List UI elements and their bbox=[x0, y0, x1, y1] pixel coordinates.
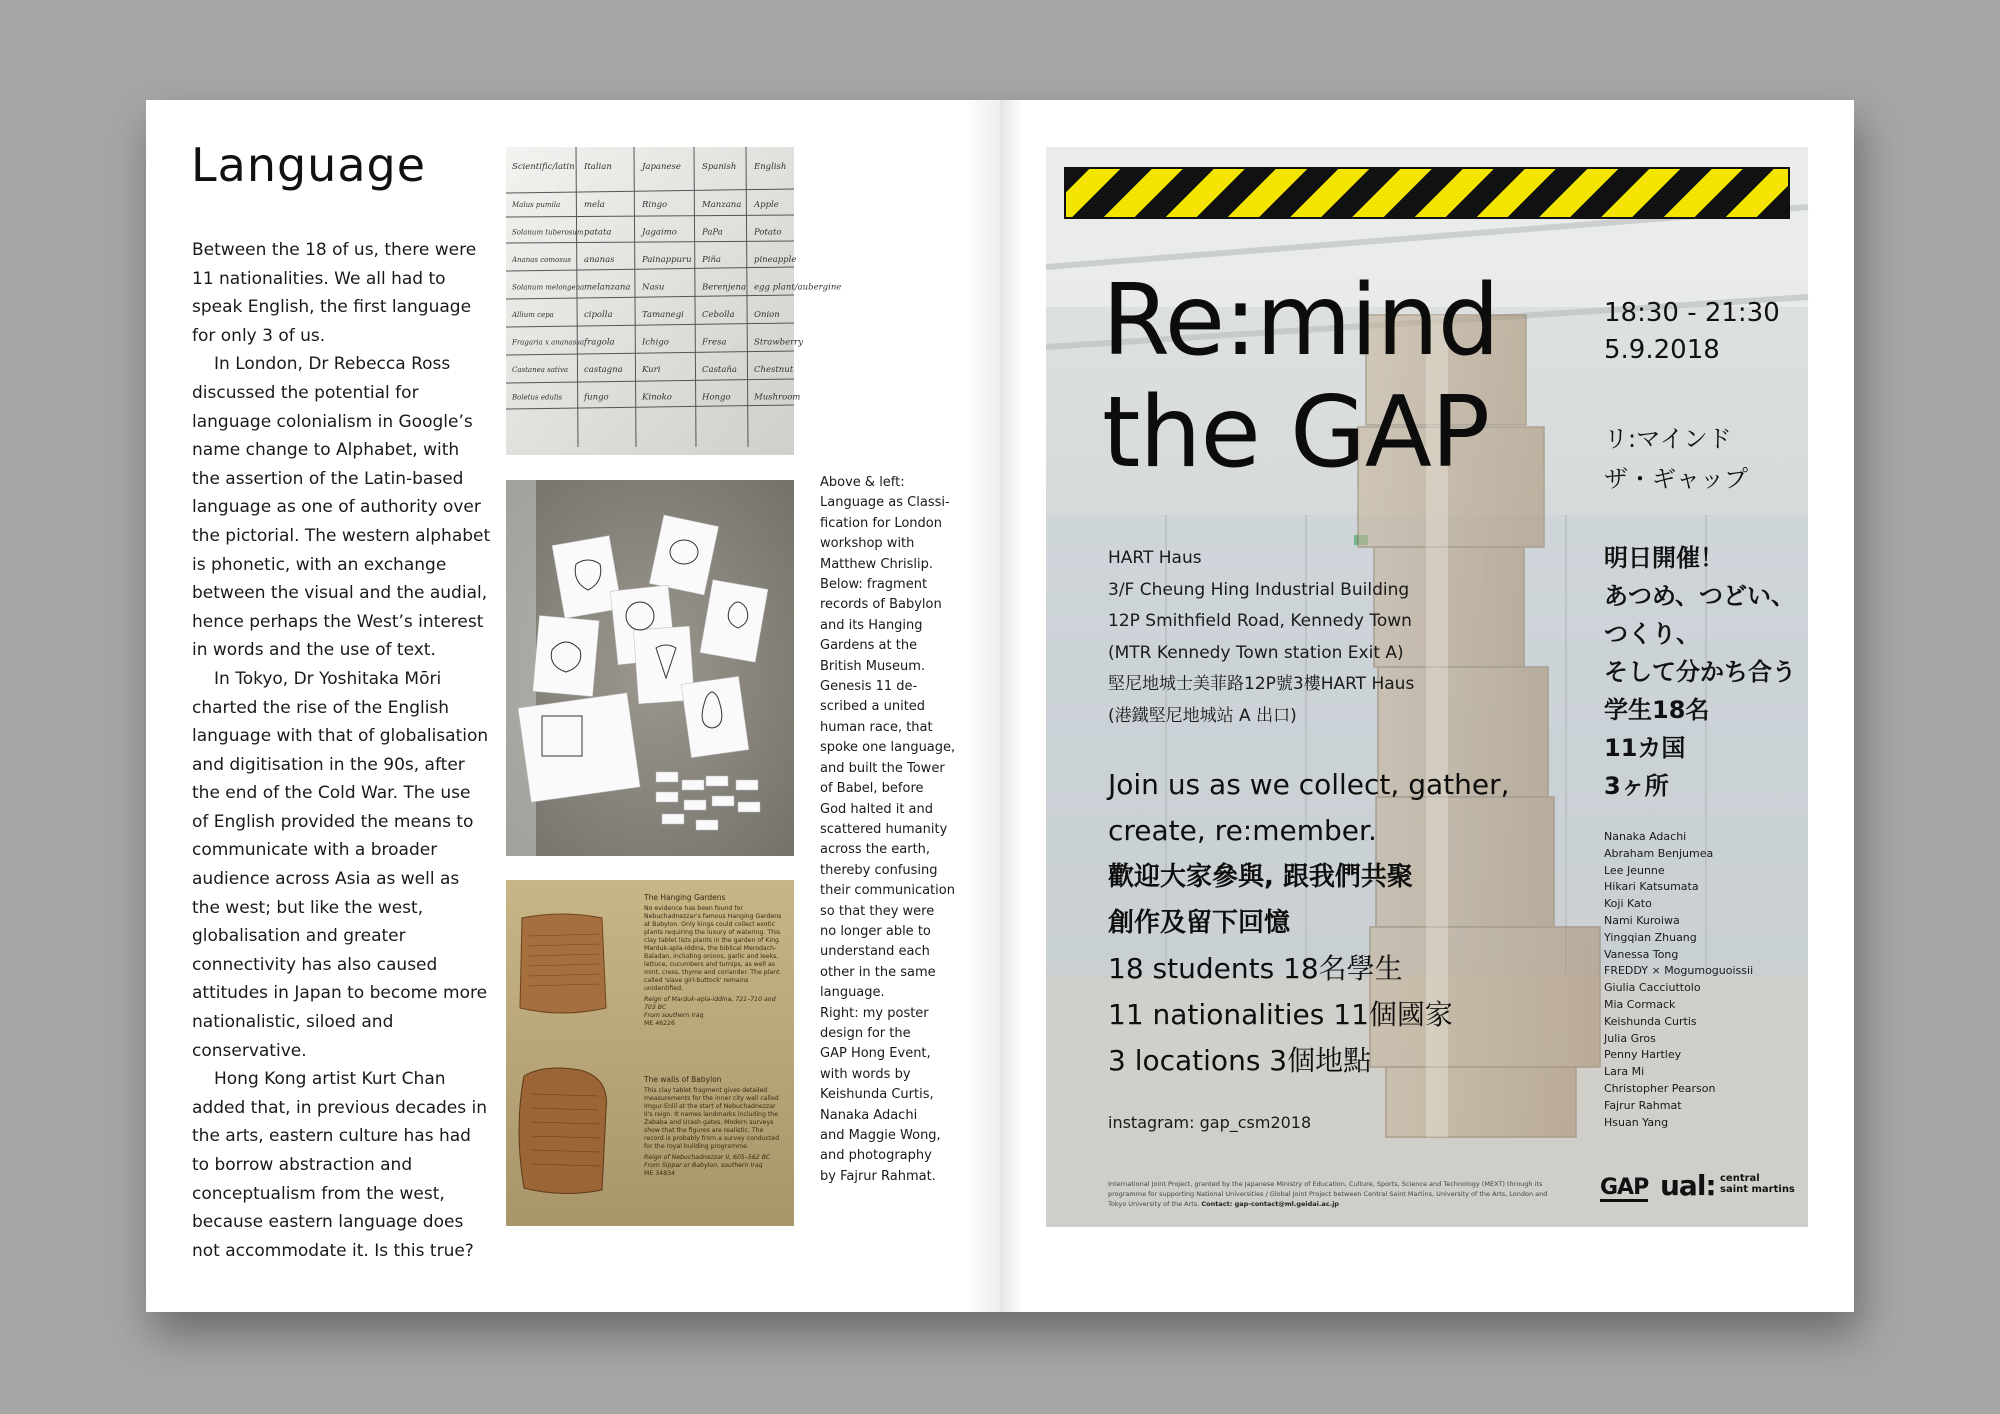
caption-line: other in the same bbox=[820, 964, 936, 980]
cards-illustration bbox=[506, 480, 794, 856]
caption-line: understand each bbox=[820, 944, 930, 960]
caption-line: fication for London bbox=[820, 515, 942, 531]
jp-description-line: そして分かち合う bbox=[1604, 658, 1796, 686]
museum-label-2-text: This clay tablet fragment gives detailed measurements for the inner city wall called Imgur-Enlil at the start of Nebuchadnezzar II's reign. It names landmarks including the Zababa and Urash gates. Modern surveys show that the figures are realistic. The record is probably from a survey conducted for the royal building programme. bbox=[644, 1087, 780, 1150]
museum-label-1-ref: Reign of Marduk-apla-iddina, 721–710 and 703 BC bbox=[644, 996, 776, 1011]
japanese-description bbox=[1604, 539, 1796, 805]
table-cell: Painappuru bbox=[642, 255, 692, 265]
museum-label-1-text: No evidence has been found for Nebuchadnezzar's famous Hanging Gardens at Babylon. Only kings could collect exotic plants requiring the luxury of watering. This clay tablet lists plants in the garden of King Marduk-apla-iddina, the biblical Merodach-Baladan, including onions, garlic and leeks, lettuce, cucumbers and turnips, as well as mint, cress, thyme and coriander. The plant called 'slave girl-buttock' remains unidentified. bbox=[644, 905, 782, 992]
table-cell: Jagaimo bbox=[642, 227, 677, 238]
participant-name: Nami Kuroiwa bbox=[1604, 913, 1680, 927]
paragraph: Between the 18 of us, there were 11 nationalities. We all had to speak English, the first language for only 3 of us. bbox=[192, 240, 477, 346]
participant-name: Penny Hartley bbox=[1604, 1048, 1682, 1062]
table-cell: Allium cepa bbox=[512, 311, 554, 319]
caption-line: spoke one language, bbox=[820, 740, 956, 756]
caption-line: Above & left: bbox=[820, 475, 905, 490]
jp-description-line: 3ヶ所 bbox=[1604, 772, 1669, 800]
caption-line: workshop with bbox=[820, 536, 915, 552]
participant-name: Yingqian Zhuang bbox=[1604, 930, 1697, 944]
museum-label-2-title: The walls of Babylon bbox=[644, 1075, 722, 1084]
photo-babylon-tablets bbox=[506, 880, 794, 1226]
table-cell: Solanum tuberosum bbox=[512, 228, 584, 237]
venue-line: HART Haus bbox=[1108, 548, 1202, 568]
stat-nationalities: 11 nationalities 11個國家 bbox=[1108, 998, 1453, 1031]
csm-logo-line1: central bbox=[1720, 1173, 1760, 1184]
event-poster bbox=[1046, 147, 1808, 1227]
table-cell: cipolla bbox=[584, 310, 613, 320]
poster-title-line2: the GAP bbox=[1102, 376, 1490, 490]
caption-line: across the earth, bbox=[820, 842, 931, 858]
museum-label-2-id: ME 34834 bbox=[644, 1170, 675, 1177]
participant-name: Koji Kato bbox=[1604, 897, 1652, 911]
table-cell: mela bbox=[584, 200, 605, 210]
table-cell: Kuri bbox=[642, 365, 661, 375]
venue-line: 12P Smithfield Road, Kennedy Town bbox=[1108, 611, 1412, 631]
table-cell: Manzana bbox=[702, 200, 742, 210]
photo-cards-on-floor bbox=[506, 480, 794, 856]
venue-line: (MTR Kennedy Town station Exit A) bbox=[1108, 642, 1404, 663]
venue-line: 堅尼地城士美菲路12P號3樓HART Haus bbox=[1108, 674, 1415, 694]
table-cell: fragola bbox=[584, 337, 615, 348]
participant-name: Nanaka Adachi bbox=[1604, 830, 1687, 843]
table-cell: Cebolla bbox=[702, 310, 735, 320]
table-cell: Mushroom bbox=[754, 392, 801, 403]
caption-line: scribed a united bbox=[820, 699, 926, 715]
caption-line: and Maggie Wong, bbox=[820, 1128, 941, 1143]
table-cell: patata bbox=[584, 227, 612, 238]
spine-shadow-left bbox=[966, 100, 1000, 1312]
caption-line: Right: my poster bbox=[820, 1005, 929, 1021]
jp-description-line: あつめ、つどい、 bbox=[1604, 582, 1796, 610]
venue-line: (港鐵堅尼地城站 A 出口) bbox=[1108, 705, 1297, 726]
caption-line: scattered humanity bbox=[820, 821, 948, 837]
table-header-cell: English bbox=[754, 162, 787, 172]
caption-line: Nanaka Adachi bbox=[820, 1107, 918, 1123]
join-cjk-line2: 創作及留下回憶 bbox=[1108, 908, 1291, 938]
participant-name: Mia Cormack bbox=[1604, 997, 1676, 1011]
caption-line: GAP Hong Event, bbox=[820, 1046, 931, 1062]
participant-name: Vanessa Tong bbox=[1604, 947, 1679, 961]
jp-description-line: 11カ国 bbox=[1604, 734, 1686, 762]
venue-line: 3/F Cheung Hing Industrial Building bbox=[1108, 579, 1410, 600]
table-cell: castagna bbox=[584, 365, 623, 375]
table-cell: fungo bbox=[584, 392, 609, 403]
caption-line: their communication bbox=[820, 883, 955, 899]
participant-name: Abraham Benjumea bbox=[1604, 846, 1714, 860]
caption-line: thereby confusing bbox=[820, 862, 938, 878]
caption-line: and photography bbox=[820, 1148, 932, 1164]
caption-line: with words by bbox=[820, 1066, 911, 1082]
table-cell: Piña bbox=[702, 255, 721, 265]
event-time: 18:30 - 21:30 bbox=[1604, 298, 1780, 328]
caption-line: God halted it and bbox=[820, 801, 934, 817]
caption-line: human race, that bbox=[820, 719, 933, 735]
table-header-cell: Spanish bbox=[702, 162, 737, 172]
caption-line: so that they were bbox=[820, 903, 935, 919]
paragraph: In London, Dr Rebecca Ross discussed the potential for language colonialism in Google’s name change to Alphabet, with the assertion of the Latin-based language as one of authority over the pictorial. The western alphabet is phonetic, with an exchange between the visual and the audial, hence perhaps the West’s interest in words and the use of text. bbox=[192, 354, 491, 661]
jp-description-line: つくり、 bbox=[1604, 620, 1700, 648]
caption-line: language. bbox=[820, 985, 885, 1001]
caption-line: records of Babylon bbox=[820, 597, 942, 613]
museum-label-2-ref: Reign of Nebuchadnezzar II, 605–562 BC bbox=[644, 1154, 771, 1161]
invitation-text bbox=[1108, 762, 1510, 1084]
caption-line: Gardens at the bbox=[820, 638, 918, 654]
participant-name: Christopher Pearson bbox=[1604, 1081, 1716, 1095]
table-cell: Ichigo bbox=[642, 337, 669, 348]
paragraph: In Tokyo, Dr Yoshitaka Mōri charted the rise of the English language with that of globalisation and digitisation in the 90s, after the end of the Cold War. The use of English provided the means to communicate with a broader audience across Asia as well as the west; but like the west, globalisation and greater connectivity has also caused attitudes in Japan to become more nationalistic, siloed and conservative. bbox=[192, 668, 489, 1061]
table-cell: Castaña bbox=[702, 365, 737, 375]
spine-shadow-right bbox=[1000, 100, 1024, 1312]
table-cell: egg plant/aubergine bbox=[754, 282, 842, 293]
article-body bbox=[192, 236, 492, 1265]
table-cell: pineapple bbox=[754, 255, 797, 265]
table-cell: Nasu bbox=[642, 282, 665, 293]
museum-label-2 bbox=[644, 1076, 784, 1178]
participant-name: Lee Jeunne bbox=[1604, 863, 1665, 877]
caption-line: of Babel, before bbox=[820, 781, 924, 797]
museum-label-2-src: From Sippar or Babylon, southern Iraq bbox=[644, 1162, 763, 1169]
participant-name: Keishunda Curtis bbox=[1604, 1014, 1697, 1028]
poster-title-line1: Re:mind bbox=[1102, 264, 1500, 378]
csm-logo bbox=[1720, 1173, 1795, 1195]
caption-line: Matthew Chrislip. bbox=[820, 556, 934, 572]
caption-line: Below: fragment bbox=[820, 577, 928, 593]
contact-email: Contact: gap-contact@ml.geidai.ac.jp bbox=[1201, 1200, 1339, 1208]
table-cell: Berenjena bbox=[702, 282, 747, 293]
table-cell: ananas bbox=[584, 255, 615, 265]
caption-line: and built the Tower bbox=[820, 760, 945, 776]
table-cell: Tamanegi bbox=[642, 310, 684, 320]
table-header-cell: Italian bbox=[584, 162, 612, 172]
participant-name: Hsuan Yang bbox=[1604, 1115, 1669, 1129]
table-header-cell: Japanese bbox=[642, 162, 681, 172]
venue-address bbox=[1108, 543, 1414, 732]
photo-caption bbox=[820, 473, 960, 1187]
join-line2: create, re:member. bbox=[1108, 814, 1377, 847]
caption-line: and its Hanging bbox=[820, 617, 923, 633]
table-cell: Kinoko bbox=[642, 392, 672, 403]
jp-title-line2: ザ・ギャップ bbox=[1604, 465, 1748, 493]
jp-description-line: 明日開催！ bbox=[1604, 544, 1724, 572]
participant-name: FREDDY × Mogumoguoissii bbox=[1604, 964, 1754, 978]
photo-language-table bbox=[506, 147, 842, 455]
caption-line: Genesis 11 de- bbox=[820, 679, 918, 695]
participant-name: Giulia Cacciuttolo bbox=[1604, 981, 1701, 995]
table-cell: melanzana bbox=[584, 282, 631, 293]
instagram-handle: instagram: gap_csm2018 bbox=[1108, 1113, 1312, 1132]
caption-line: British Museum. bbox=[820, 658, 925, 674]
fine-print bbox=[1108, 1179, 1548, 1209]
event-time-date bbox=[1604, 295, 1780, 369]
join-cjk-line1: 歡迎大家參與, 跟我們共聚 bbox=[1108, 862, 1413, 892]
table-cell: Castanea sativa bbox=[512, 366, 569, 374]
paragraph: Hong Kong artist Kurt Chan added that, in previous decades in the arts, eastern culture has had to borrow abstraction and conceptualism from the west, because eastern language does not accommodate it. Is this true? bbox=[192, 1069, 487, 1261]
table-cell: Malus pumila bbox=[512, 201, 561, 209]
table-header-cell: Scientific/latin bbox=[512, 162, 575, 172]
jp-description-line: 学生18名 bbox=[1604, 696, 1710, 724]
museum-label-1-id: ME 46226 bbox=[644, 1020, 675, 1027]
participant-name: Julia Gros bbox=[1604, 1031, 1656, 1045]
gap-logo: GAP bbox=[1600, 1175, 1649, 1200]
participant-name: Fajrur Rahmat bbox=[1604, 1098, 1682, 1112]
jp-title-line1: リ:マインド bbox=[1604, 425, 1732, 453]
table-cell: PaPa bbox=[702, 227, 723, 238]
poster-title bbox=[1102, 265, 1499, 489]
museum-label-1-src: From southern Iraq bbox=[644, 1012, 704, 1019]
table-cell: Solanum melongena bbox=[512, 283, 585, 292]
caption-line: by Fajrur Rahmat. bbox=[820, 1168, 936, 1184]
table-cell: Apple bbox=[754, 200, 779, 210]
table-cell: Potato bbox=[754, 227, 782, 238]
table-cell: Strawberry bbox=[754, 337, 804, 348]
participant-names bbox=[1604, 829, 1753, 1131]
table-cell: Ringo bbox=[642, 200, 668, 210]
table-cell: Fresa bbox=[702, 337, 727, 348]
table-cell: Ananas comosus bbox=[512, 256, 571, 264]
fine-print-text: International Joint Project, granted by the Japanese Ministry of Education, Culture, Sports, Science and Technology (MEXT) through its programme for supporting National Universities / Global Joint Project between Central Saint Martins, University of the Arts, London and Tokyo University of the Arts. bbox=[1108, 1180, 1548, 1208]
join-line1: Join us as we collect, gather, bbox=[1108, 768, 1510, 801]
table-cell: Boletus edulis bbox=[512, 393, 563, 402]
table-cell: Fragaria x ananassa bbox=[512, 338, 585, 347]
hazard-stripe-banner bbox=[1064, 167, 1790, 219]
stat-locations: 3 locations 3個地點 bbox=[1108, 1044, 1372, 1077]
table-cell: Hongo bbox=[702, 392, 731, 403]
participant-name: Hikari Katsumata bbox=[1604, 880, 1699, 894]
caption-line: design for the bbox=[820, 1025, 911, 1041]
poster-title-japanese bbox=[1604, 419, 1748, 499]
table-cell: Onion bbox=[754, 310, 780, 320]
caption-line: Language as Classi- bbox=[820, 495, 950, 511]
museum-label-1-title: The Hanging Gardens bbox=[644, 893, 726, 902]
ual-logo: ual: bbox=[1660, 1169, 1716, 1202]
table-cell: Chestnut bbox=[754, 365, 794, 375]
csm-logo-line2: saint martins bbox=[1720, 1184, 1795, 1195]
stat-students: 18 students 18名學生 bbox=[1108, 952, 1403, 985]
handwritten-table-drawing bbox=[506, 147, 842, 455]
participant-name: Lara Mi bbox=[1604, 1065, 1645, 1079]
event-date: 5.9.2018 bbox=[1604, 335, 1720, 365]
page-title: Language bbox=[191, 138, 427, 192]
caption-line: Keishunda Curtis, bbox=[820, 1087, 934, 1103]
caption-line: no longer able to bbox=[820, 923, 931, 939]
museum-label-1 bbox=[644, 894, 784, 1028]
